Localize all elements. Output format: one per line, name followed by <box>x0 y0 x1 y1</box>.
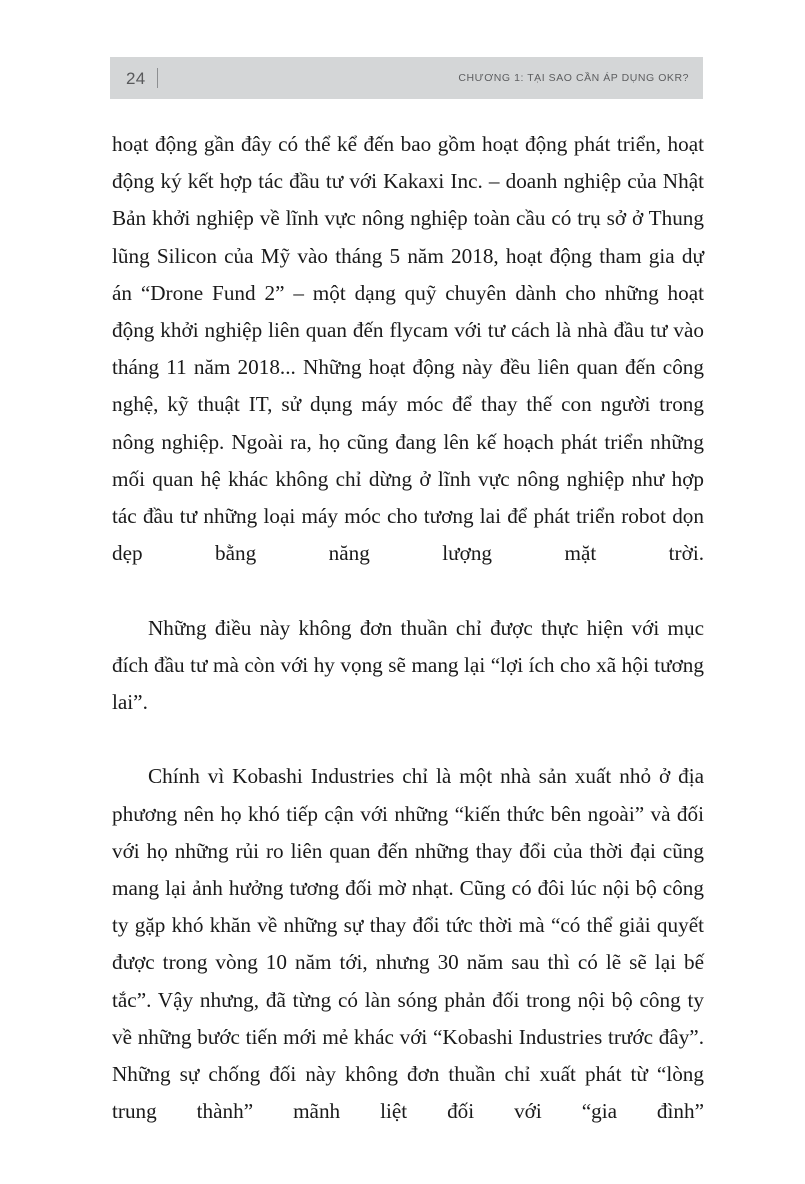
folio-separator-rule <box>157 68 158 88</box>
paragraph: hoạt động gần đây có thể kể đến bao gồm hoạt động phát triển, hoạt động ký kết hợp tác đầu tư với Kakaxi Inc. – doanh nghiệp của Nhật Bản khởi nghiệp về lĩnh vực nông nghiệp toàn cầu có trụ sở ở Thung lũng Silicon của Mỹ vào tháng 5 năm 2018, hoạt động tham gia dự án “Drone Fund 2” – một dạng quỹ chuyên dành cho những hoạt động khởi nghiệp liên quan đến flycam với tư cách là nhà đầu tư vào tháng 11 năm 2018... Những hoạt động này đều liên quan đến công nghệ, kỹ thuật IT, sử dụng máy móc để thay thế con người trong nông nghiệp. Ngoài ra, họ cũng đang lên kế hoạch phát triển những mối quan hệ khác không chỉ dừng ở lĩnh vực nông nghiệp như hợp tác đầu tư những loại máy móc cho tương lai để phát triển robot dọn dẹp bằng năng lượng mặt trời. <box>112 132 704 566</box>
chapter-title: CHƯƠNG 1: TẠI SAO CẦN ÁP DỤNG OKR? <box>458 72 689 84</box>
paragraph: Những điều này không đơn thuần chỉ được thực hiện với mục đích đầu tư mà còn với hy vọng sẽ mang lại “lợi ích cho xã hội tương lai”. <box>112 615 704 715</box>
running-header <box>110 57 703 99</box>
page-number: 24 <box>126 68 146 88</box>
body-text-column <box>112 126 704 1168</box>
folio-group <box>126 68 158 88</box>
paragraph: Chính vì Kobashi Industries chỉ là một nhà sản xuất nhỏ ở địa phương nên họ khó tiếp cận với những “kiến thức bên ngoài” và đối với họ những rủi ro liên quan đến những thay đổi của thời đại cũng mang lại ảnh hưởng tương đối mờ nhạt. Cũng có đôi lúc nội bộ công ty gặp khó khăn về những sự thay đổi tức thời mà “có thể giải quyết được trong vòng 10 năm tới, nhưng 30 năm sau thì có lẽ sẽ lại bế tắc”. Vậy nhưng, đã từng có làn sóng phản đối trong nội bộ công ty về những bước tiến mới mẻ khác với “Kobashi Industries trước đây”. Những sự chống đối này không đơn thuần chỉ xuất phát từ “lòng trung thành” mãnh liệt đối với “gia đình” <box>112 764 704 1124</box>
